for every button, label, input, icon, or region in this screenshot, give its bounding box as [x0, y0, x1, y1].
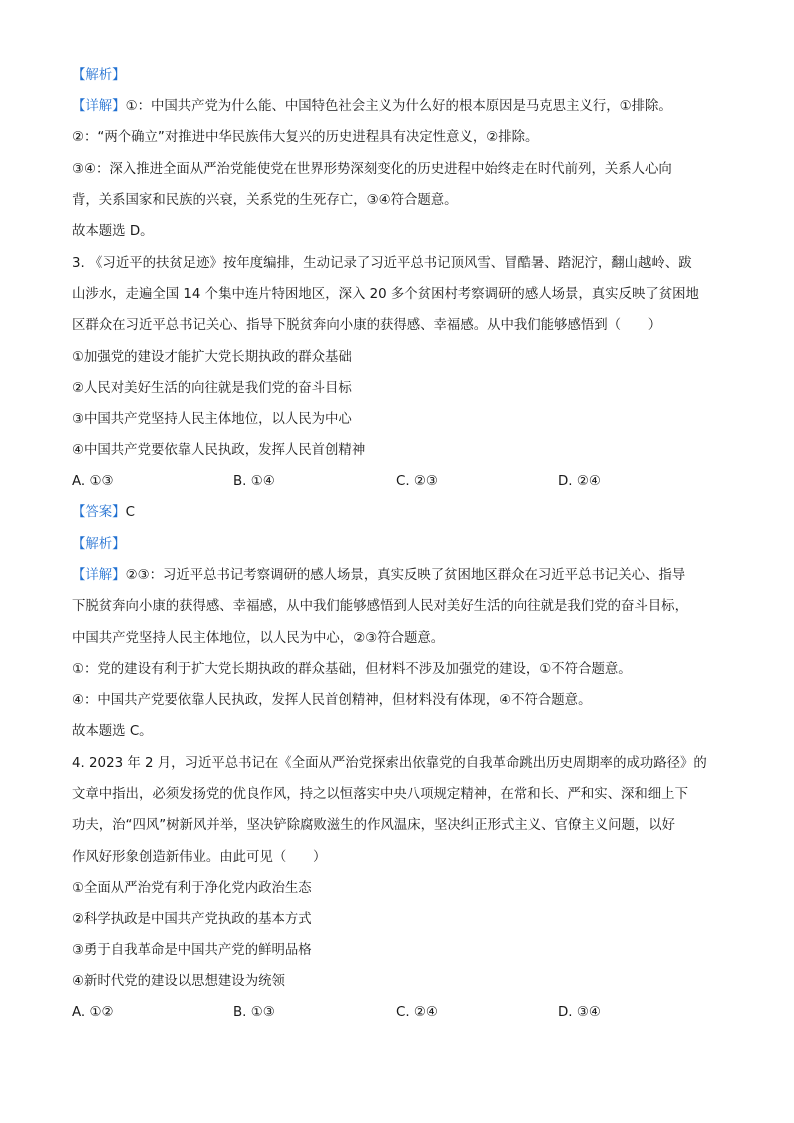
- q4-options: [72, 1003, 732, 1023]
- q4-statement-2: ②科学执政是中国共产党执政的基本方式: [72, 912, 312, 927]
- q3-detail-line-3: 中国共产党坚持人民主体地位，以人民为中心，②③符合题意。: [72, 631, 445, 646]
- q3-option-b: B. ①④: [233, 474, 275, 489]
- q4-stem-line-3: 功夫，治“四风”树新风并举，坚决铲除腐败滋生的作风温床，坚决纠正形式主义、官僚主义问题，以好: [72, 818, 676, 833]
- q4-option-a: A. ①②: [72, 1005, 114, 1020]
- q3-stem-line-2: 山涉水，走遍全国 14 个集中连片特困地区，深入 20 多个贫困村考察调研的感人场景，真实反映了贫困地: [72, 287, 699, 302]
- q3-conclusion: 故本题选 C。: [72, 724, 153, 739]
- q3-stem-line-3: 区群众在习近平总书记关心、指导下脱贫奔向小康的获得感、幸福感。从中我们能够感悟到（ ）: [72, 318, 662, 333]
- q3-statement-2: ②人民对美好生活的向往就是我们党的奋斗目标: [72, 381, 352, 396]
- q2-detail-line-4: 背，关系国家和民族的兴衰，关系党的生死存亡，③④符合题意。: [72, 193, 458, 208]
- q3-detail-line-4: ①：党的建设有利于扩大党长期执政的群众基础，但材料不涉及加强党的建设，①不符合题意。: [72, 662, 632, 677]
- q3-option-c: C. ②③: [396, 474, 438, 489]
- q3-detail-line-1: 【详解】②③：习近平总书记考察调研的感人场景，真实反映了贫困地区群众在习近平总书记关心、指导: [72, 568, 686, 583]
- q4-stem-line-4: 作风好形象创造新伟业。由此可见（ ）: [72, 850, 327, 865]
- q3-answer-line: [72, 503, 722, 523]
- q3-detail-line-2: 下脱贫奔向小康的获得感、幸福感，从中我们能够感悟到人民对美好生活的向往就是我们党的奋斗目标，: [72, 599, 688, 614]
- q3-statement-1: ①加强党的建设才能扩大党长期执政的群众基础: [72, 350, 352, 365]
- q3-analysis-tag: 【解析】: [72, 537, 126, 552]
- q2-detail-tag: 【详解】: [72, 99, 126, 114]
- q4-statement-1: ①全面从严治党有利于净化党内政治生态: [72, 881, 312, 896]
- q4-statement-3: ③勇于自我革命是中国共产党的鲜明品格: [72, 943, 312, 958]
- q3-statement-3: ③中国共产党坚持人民主体地位，以人民为中心: [72, 412, 352, 427]
- q4-stem-line-1: 4. 2023 年 2 月，习近平总书记在《全面从严治党探索出依靠党的自我革命跳出历史周期率的成功路径》的: [72, 756, 707, 771]
- q3-option-a: A. ①③: [72, 474, 114, 489]
- q3-statement-4: ④中国共产党要依靠人民执政，发挥人民首创精神: [72, 443, 366, 458]
- q3-stem-line-1: 3. 《习近平的扶贫足迹》按年度编排，生动记录了习近平总书记顶风雪、冒酷暑、踏泥泞，翻山越岭、跋: [72, 256, 692, 271]
- q2-analysis-tag: 【解析】: [72, 68, 126, 83]
- q2-detail-line-1: 【详解】①：中国共产党为什么能、中国特色社会主义为什么好的根本原因是马克思主义行，①排除。: [72, 99, 672, 114]
- q2-detail-line-2: ②：“两个确立”对推进中华民族伟大复兴的历史进程具有决定性意义，②排除。: [72, 130, 539, 145]
- q3-options: [72, 472, 732, 492]
- q3-detail-tag: 【详解】: [72, 568, 126, 583]
- q3-answer-tag: 【答案】: [72, 505, 126, 520]
- q4-option-b: B. ①③: [233, 1005, 275, 1020]
- q4-stem-line-2: 文章中指出，必须发扬党的优良作风，持之以恒落实中央八项规定精神，在常和长、严和实、深和细上下: [72, 787, 688, 802]
- q2-detail-line-3: ③④：深入推进全面从严治党能使党在世界形势深刻变化的历史进程中始终走在时代前列，关系人心向: [72, 162, 672, 177]
- q3-option-d: D. ②④: [558, 474, 601, 489]
- q4-option-d: D. ③④: [558, 1005, 601, 1020]
- q2-conclusion: 故本题选 D。: [72, 224, 154, 239]
- q3-detail-line-5: ④：中国共产党要依靠人民执政，发挥人民首创精神，但材料没有体现，④不符合题意。: [72, 693, 592, 708]
- q4-statement-4: ④新时代党的建设以思想建设为统领: [72, 974, 285, 989]
- q3-answer: C: [125, 505, 135, 520]
- q4-option-c: C. ②④: [396, 1005, 438, 1020]
